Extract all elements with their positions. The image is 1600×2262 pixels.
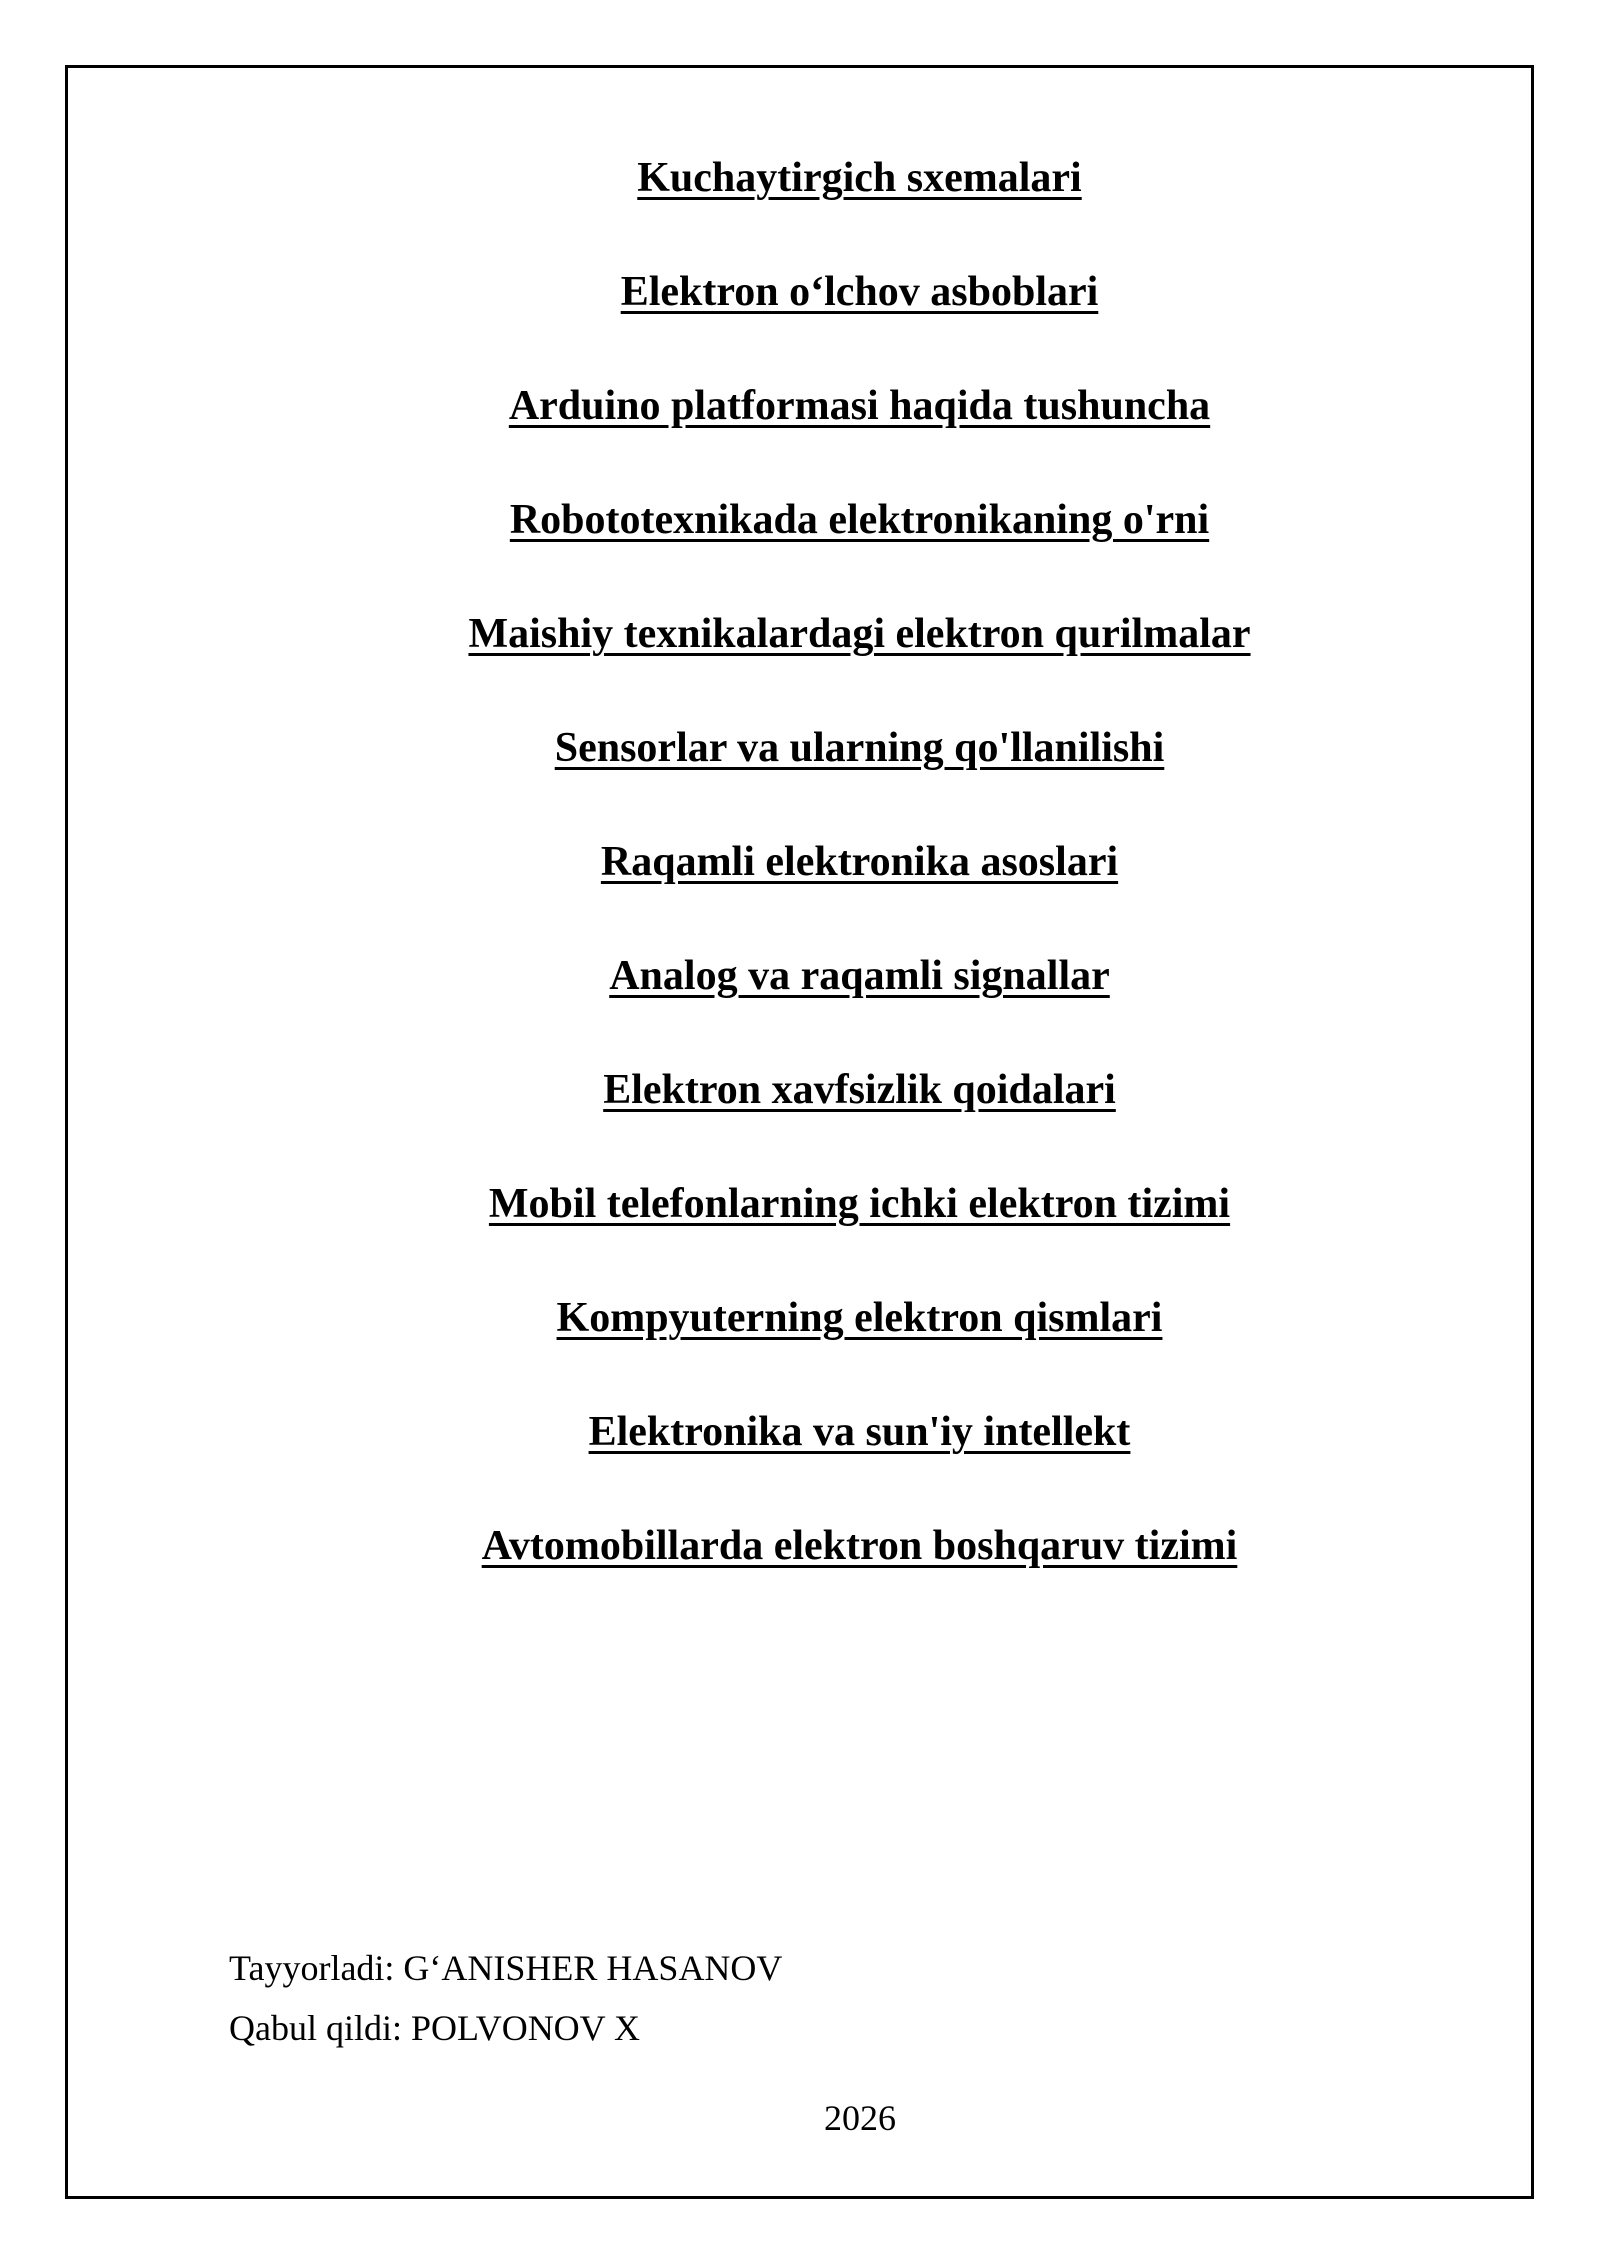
topic-item <box>65 1516 1600 1576</box>
topic-item <box>65 832 1600 892</box>
topic-item <box>65 1060 1600 1120</box>
topic-item <box>65 262 1600 322</box>
credits-block <box>229 1938 782 2058</box>
topic-title: Sensorlar va ularning qo'llanilishi <box>554 725 1165 771</box>
topic-item <box>65 604 1600 664</box>
topic-item <box>65 490 1600 550</box>
prepared-by-line: Tayyorladi: G‘ANISHER HASANOV <box>229 1948 783 1988</box>
topic-title: Robototexnikada elektronikaning o'rni <box>509 497 1210 543</box>
topic-title: Maishiy texnikalardagi elektron qurilmalar <box>468 611 1251 657</box>
topic-item <box>65 718 1600 778</box>
topic-title: Mobil telefonlarning ichki elektron tizimi <box>488 1181 1231 1227</box>
document-year: 2026 <box>824 2098 896 2138</box>
topic-title: Elektronika va sun'iy intellekt <box>588 1409 1131 1455</box>
topic-item <box>65 1174 1600 1234</box>
topic-title: Arduino platformasi haqida tushuncha <box>508 383 1211 429</box>
topic-item <box>65 148 1600 208</box>
topic-title: Kuchaytirgich sxemalari <box>637 155 1082 201</box>
topic-title: Analog va raqamli signallar <box>609 953 1110 999</box>
topic-item <box>65 1402 1600 1462</box>
topic-item <box>65 376 1600 436</box>
topic-title: Elektron xavfsizlik qoidalari <box>603 1067 1116 1113</box>
accepted-by-line: Qabul qildi: POLVONOV X <box>229 2008 641 2048</box>
topic-title: Elektron o‘lchov asboblari <box>620 269 1099 315</box>
topic-title: Kompyuterning elektron qismlari <box>556 1295 1163 1341</box>
topic-item <box>65 946 1600 1006</box>
topic-item <box>65 1288 1600 1348</box>
topic-title: Avtomobillarda elektron boshqaruv tizimi <box>481 1523 1238 1569</box>
topic-title: Raqamli elektronika asoslari <box>600 839 1119 885</box>
